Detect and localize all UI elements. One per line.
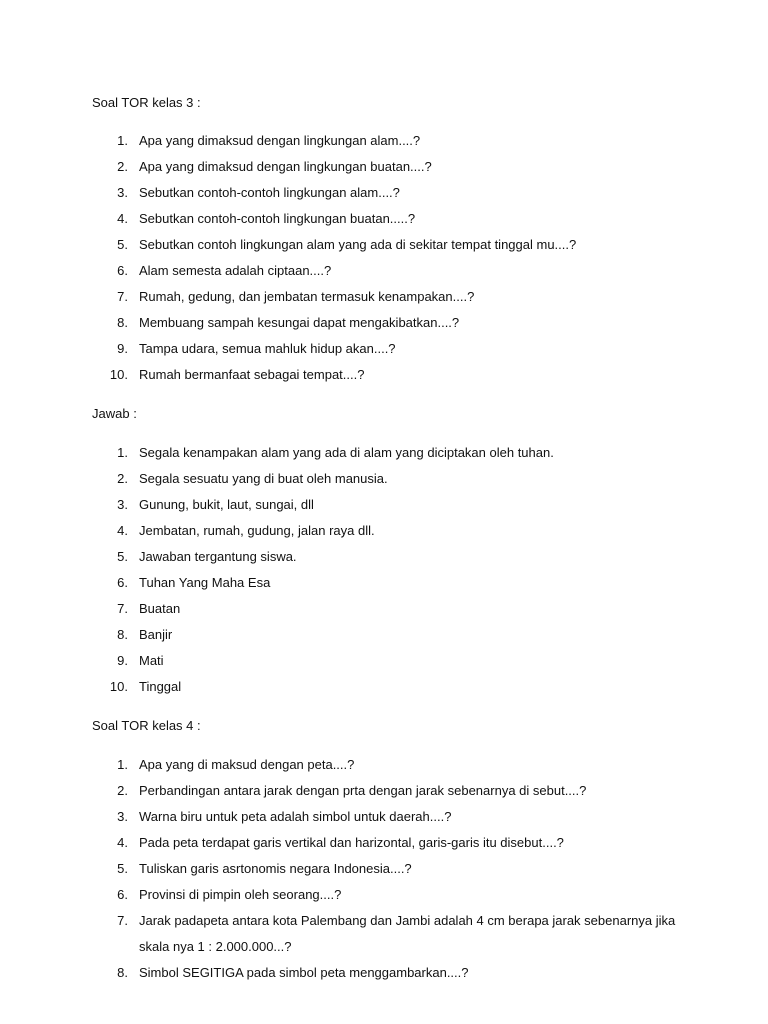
item-text: Tinggal — [139, 679, 182, 694]
list-item — [0, 783, 768, 809]
item-number: 6. — [117, 263, 128, 278]
item-text: Gunung, bukit, laut, sungai, dll — [139, 497, 314, 512]
item-text: Sebutkan contoh-contoh lingkungan buatan.....? — [139, 211, 416, 226]
list-item — [0, 471, 768, 497]
list-item — [0, 523, 768, 549]
item-number: 4. — [117, 835, 128, 850]
item-number: 7. — [117, 601, 128, 616]
item-number: 3. — [117, 185, 128, 200]
item-text: Apa yang dimaksud dengan lingkungan alam....? — [139, 133, 421, 148]
list-item — [0, 263, 768, 289]
item-text: Membuang sampah kesungai dapat mengakibatkan....? — [139, 315, 460, 330]
item-number: 4. — [117, 523, 128, 538]
item-number: 8. — [117, 315, 128, 330]
list-item — [0, 575, 768, 601]
item-number: 2. — [117, 783, 128, 798]
item-number: 10. — [109, 679, 128, 694]
section-heading-kelas-4: Soal TOR kelas 4 : — [92, 718, 201, 733]
item-number: 6. — [117, 575, 128, 590]
item-text: Tampa udara, semua mahluk hidup akan....? — [139, 341, 396, 356]
item-number: 5. — [117, 549, 128, 564]
question-list-kelas-4 — [0, 757, 768, 991]
list-item — [0, 913, 768, 965]
item-number: 2. — [117, 159, 128, 174]
item-number: 6. — [117, 887, 128, 902]
item-number: 7. — [117, 913, 128, 928]
item-number: 3. — [117, 497, 128, 512]
item-number: 1. — [117, 445, 128, 460]
answer-list — [0, 445, 768, 705]
item-text: Segala kenampakan alam yang ada di alam yang diciptakan oleh tuhan. — [139, 445, 554, 460]
item-text: Pada peta terdapat garis vertikal dan harizontal, garis-garis itu disebut....? — [139, 835, 564, 850]
item-number: 5. — [117, 237, 128, 252]
item-text: Simbol SEGITIGA pada simbol peta menggambarkan....? — [139, 965, 469, 980]
item-text: Rumah, gedung, dan jembatan termasuk kenampakan....? — [139, 289, 475, 304]
item-text: Provinsi di pimpin oleh seorang....? — [139, 887, 342, 902]
item-number: 8. — [117, 965, 128, 980]
item-text: Tuliskan garis asrtonomis negara Indonesia....? — [139, 861, 412, 876]
item-number: 5. — [117, 861, 128, 876]
item-text: Sebutkan contoh lingkungan alam yang ada di sekitar tempat tinggal mu....? — [139, 237, 577, 252]
list-item — [0, 757, 768, 783]
list-item — [0, 367, 768, 393]
item-number: 7. — [117, 289, 128, 304]
section-heading-jawab: Jawab : — [92, 406, 137, 421]
list-item — [0, 185, 768, 211]
item-text: Tuhan Yang Maha Esa — [139, 575, 271, 590]
item-number: 9. — [117, 653, 128, 668]
list-item — [0, 341, 768, 367]
list-item — [0, 237, 768, 263]
item-number: 9. — [117, 341, 128, 356]
item-number: 1. — [117, 133, 128, 148]
item-text: Banjir — [139, 627, 173, 642]
list-item — [0, 861, 768, 887]
list-item — [0, 627, 768, 653]
item-text: Jawaban tergantung siswa. — [139, 549, 297, 564]
item-number: 3. — [117, 809, 128, 824]
list-item — [0, 445, 768, 471]
list-item — [0, 549, 768, 575]
item-text: Warna biru untuk peta adalah simbol untuk daerah....? — [139, 809, 452, 824]
list-item — [0, 497, 768, 523]
list-item — [0, 965, 768, 991]
item-text: Mati — [139, 653, 164, 668]
item-text: Jarak padapeta antara kota Palembang dan Jambi adalah 4 cm berapa jarak sebenarnya jika skala nya 1 : 2.000.000...? — [139, 913, 676, 954]
item-number: 8. — [117, 627, 128, 642]
item-number: 1. — [117, 757, 128, 772]
item-text: Sebutkan contoh-contoh lingkungan alam....? — [139, 185, 400, 200]
list-item — [0, 601, 768, 627]
item-text: Rumah bermanfaat sebagai tempat....? — [139, 367, 365, 382]
item-number: 10. — [109, 367, 128, 382]
list-item — [0, 835, 768, 861]
item-number: 4. — [117, 211, 128, 226]
item-text: Alam semesta adalah ciptaan....? — [139, 263, 332, 278]
item-number: 2. — [117, 471, 128, 486]
item-text: Segala sesuatu yang di buat oleh manusia. — [139, 471, 388, 486]
item-text: Apa yang di maksud dengan peta....? — [139, 757, 355, 772]
list-item — [0, 133, 768, 159]
list-item — [0, 159, 768, 185]
question-list-kelas-3 — [0, 133, 768, 393]
list-item — [0, 211, 768, 237]
item-text: Buatan — [139, 601, 181, 616]
list-item — [0, 679, 768, 705]
list-item — [0, 315, 768, 341]
list-item — [0, 653, 768, 679]
list-item — [0, 809, 768, 835]
item-text: Apa yang dimaksud dengan lingkungan buatan....? — [139, 159, 432, 174]
item-text: Jembatan, rumah, gudung, jalan raya dll. — [139, 523, 375, 538]
item-text: Perbandingan antara jarak dengan prta dengan jarak sebenarnya di sebut....? — [139, 783, 587, 798]
section-heading-kelas-3: Soal TOR kelas 3 : — [92, 95, 201, 110]
list-item — [0, 289, 768, 315]
